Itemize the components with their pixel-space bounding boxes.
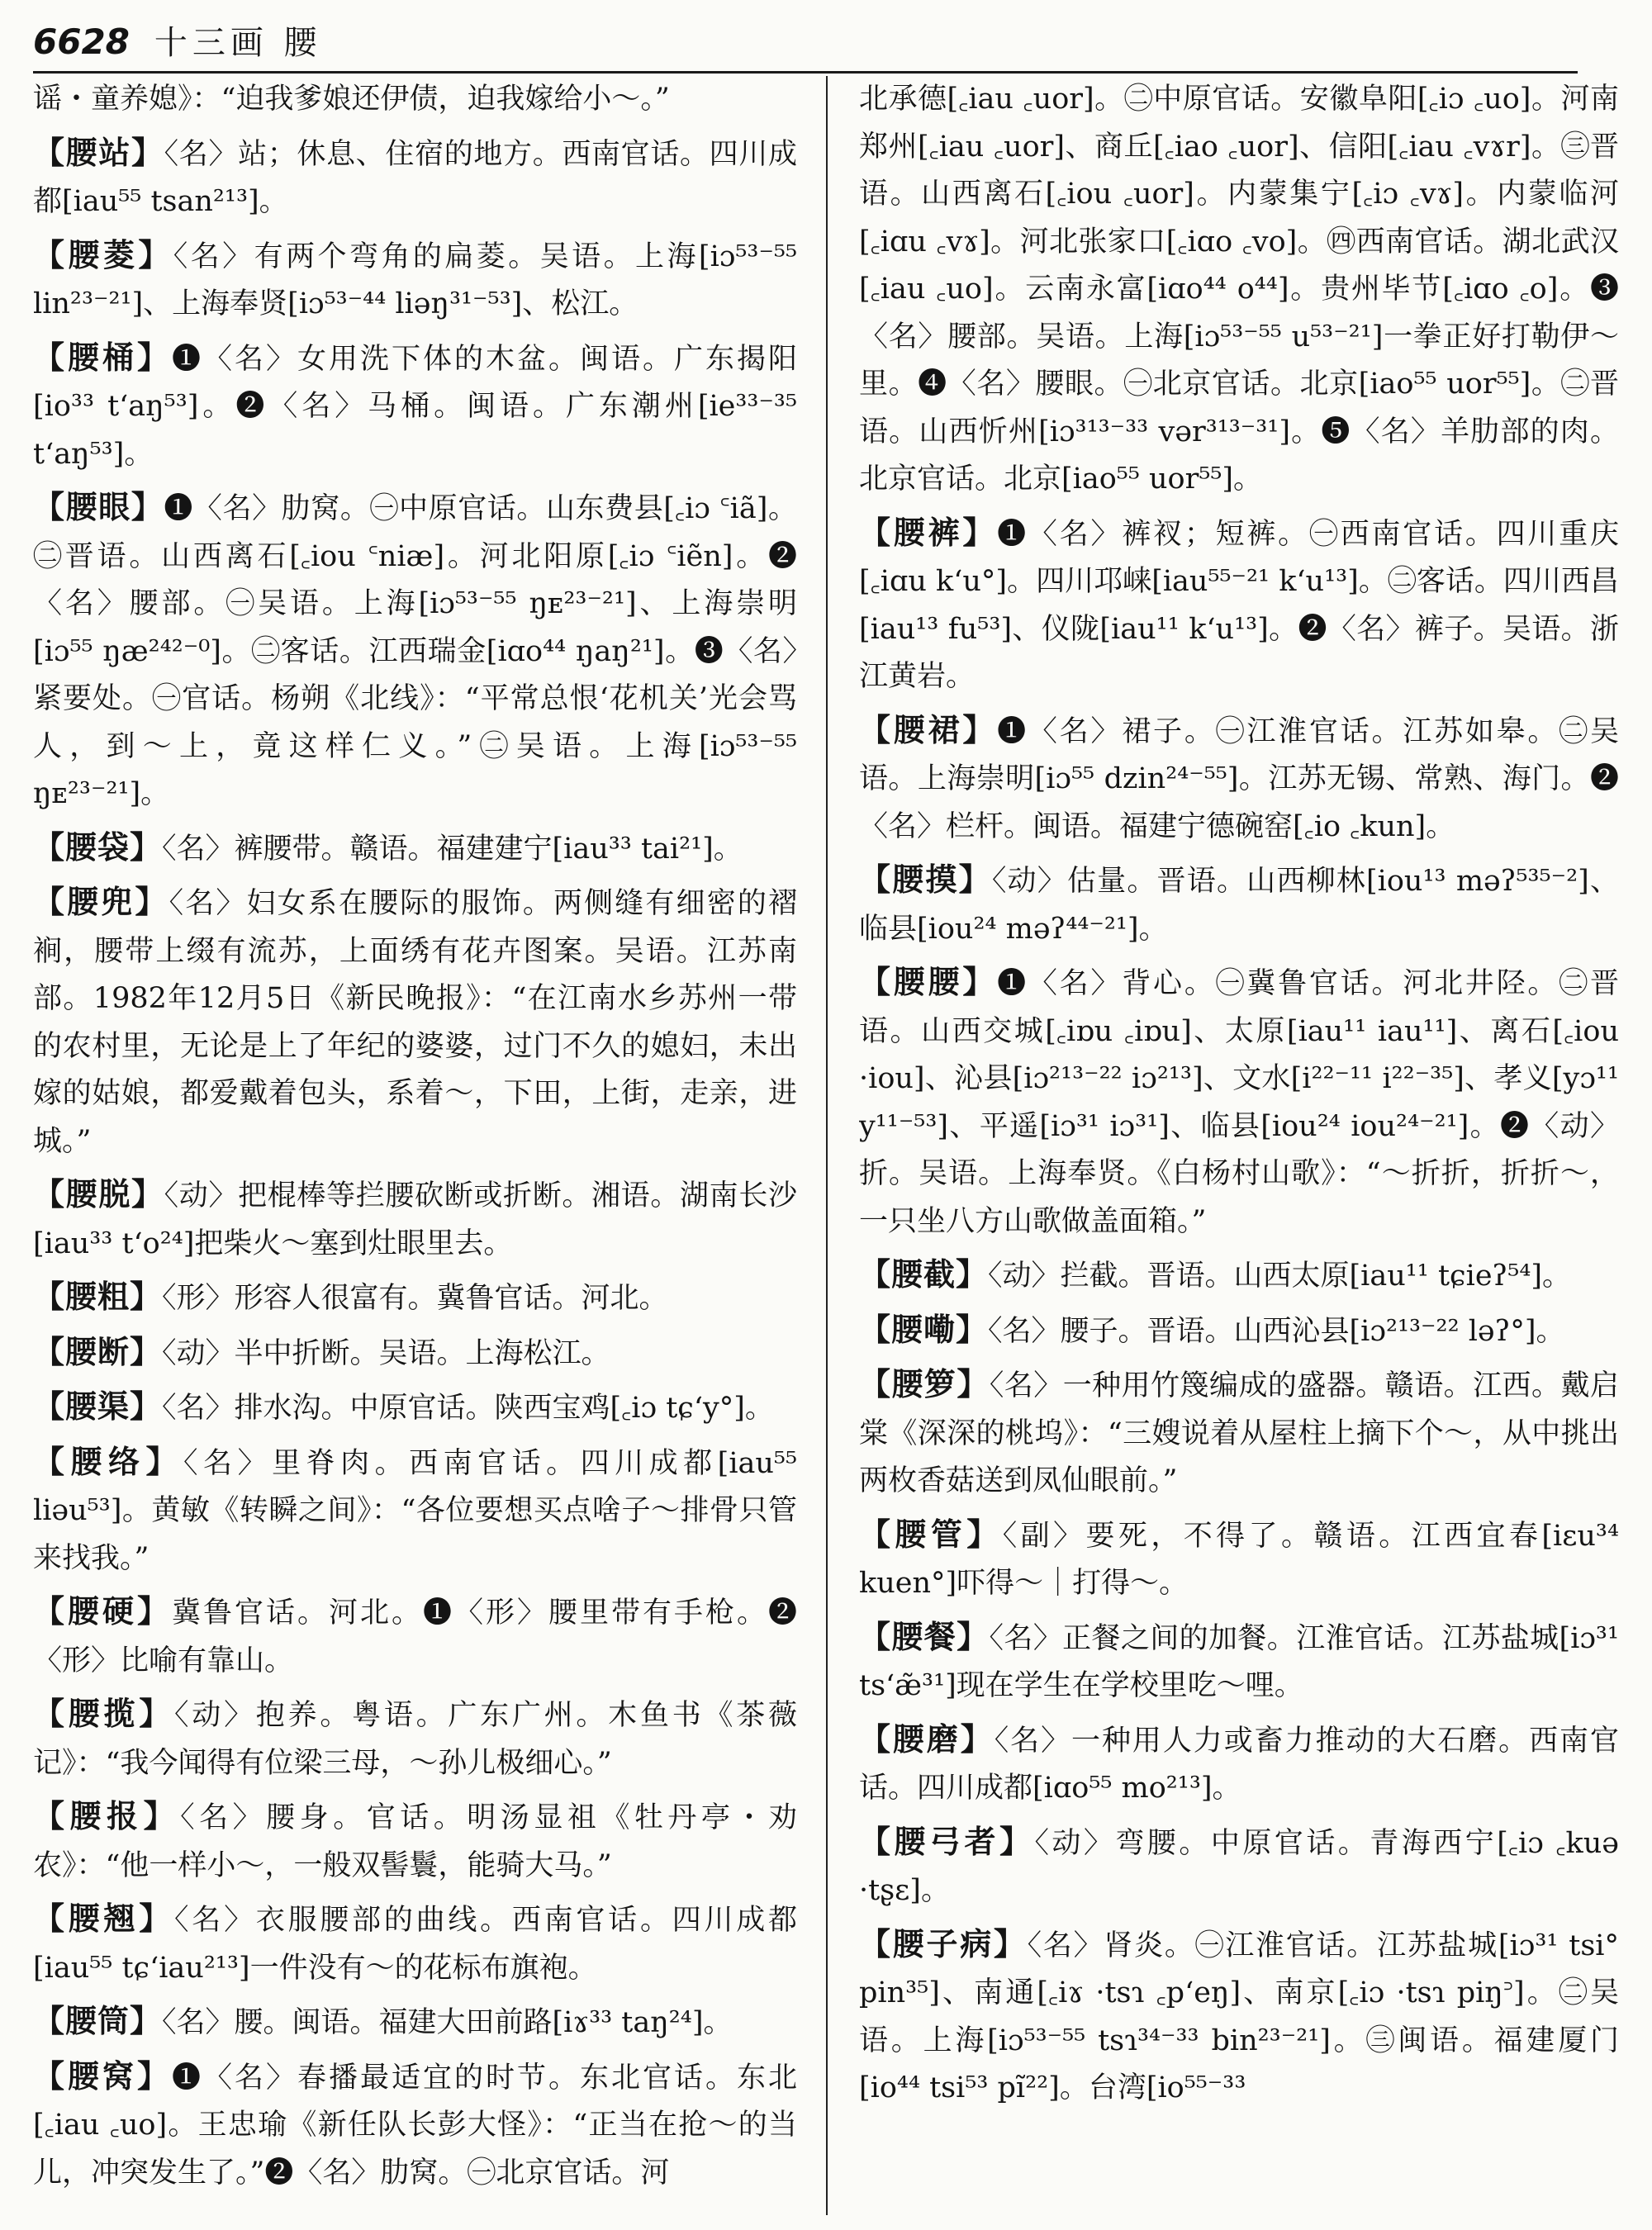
entry-headword: 【腰磨】 [859, 1720, 995, 1758]
dictionary-entry [33, 878, 797, 1165]
entry-definition: 〈名〉有两个弯角的扁菱。吴语。上海[iɔ⁵³⁻⁵⁵ lin²³⁻²¹]、上海奉贤[iɔ⁵³⁻⁴⁴ liəŋ³¹⁻⁵³]、松江。 [33, 240, 797, 320]
dictionary-entry [33, 1690, 797, 1787]
dictionary-entry [33, 1587, 797, 1685]
dictionary-entry [859, 958, 1619, 1245]
section-title: 十三画 腰 [154, 24, 322, 62]
entry-definition: 〈动〉把棍棒等拦腰砍断或折断。湘语。湖南长沙[iau³³ t‘o²⁴]把柴火～塞到灶眼里去。 [33, 1179, 797, 1260]
entry-headword: 【腰窝】 [33, 2057, 172, 2095]
dictionary-entry [33, 2052, 797, 2198]
entry-headword: 【腰裙】 [859, 710, 998, 748]
entry-definition: 〈名〉腰子。晋语。山西沁县[iɔ²¹³⁻²² ləʔ°]。 [988, 1314, 1565, 1348]
dictionary-entry [33, 1438, 797, 1583]
dictionary-entry [33, 1273, 797, 1323]
entry-definition: 〈动〉估量。晋语。山西柳林[iou¹³ məʔ⁵³⁵⁻²]、临县[iou²⁴ məʔ⁴⁴⁻²¹]。 [859, 865, 1619, 946]
dictionary-entry [859, 856, 1619, 953]
entry-definition: 〈名〉一种用竹篾编成的盛器。赣语。江西。戴启棠《深深的桃坞》：“三嫂说着从屋柱上摘下个～，从中挑出两枚香菇送到凤仙眼前。” [859, 1369, 1619, 1497]
dictionary-entry [859, 1250, 1619, 1301]
entry-headword: 【腰裤】 [859, 513, 998, 551]
entry-definition: ❶〈名〉春播最适宜的时节。东北官话。东北[꜀iau ꜀uo]。王忠瑜《新任队长彭大怪》：“正当在抢～的当儿，冲突发生了。”❷〈名〉肋窝。㊀北京官话。河 [33, 2061, 797, 2190]
page-number: 6628 [33, 21, 130, 62]
entry-headword: 【腰子病】 [859, 1924, 1028, 1962]
right-column [859, 76, 1619, 2215]
dictionary-entry [859, 1511, 1619, 1608]
entry-headword: 【腰络】 [33, 1442, 184, 1480]
entry-definition: 〈动〉弯腰。中原官话。青海西宁[꜀iɔ ꜀kuə ·tʂɛ]。 [859, 1826, 1619, 1907]
entry-definition: 〈名〉一种用人力或畜力推动的大石磨。西南官话。四川成都[iɑo⁵⁵ mo²¹³]。 [859, 1724, 1619, 1805]
entry-definition: 〈副〉要死，不得了。赣语。江西宜春[iɛu³⁴ kuen°]吓得～｜打得～。 [859, 1519, 1619, 1600]
entry-headword: 【腰箩】 [859, 1365, 990, 1402]
entry-headword: 【腰断】 [33, 1332, 163, 1370]
entry-headword: 【腰弓者】 [859, 1822, 1035, 1860]
entry-headword: 【腰渠】 [33, 1388, 163, 1425]
dictionary-entry [33, 483, 797, 818]
entry-definition: 〈名〉正餐之间的加餐。江淮官话。江苏盐城[iɔ³¹ ts‘æ̃³¹]现在学生在学校里吃～哩。 [859, 1621, 1619, 1702]
dictionary-entry [33, 1383, 797, 1433]
entry-definition: 〈名〉腰身。官话。明汤显祖《牡丹亭・劝农》：“他一样小～，一般双髻鬟，能骑大马。” [33, 1801, 797, 1882]
dictionary-entry [859, 1715, 1619, 1813]
dictionary-entry [33, 334, 797, 479]
entry-definition: ❶〈名〉背心。㊀冀鲁官话。河北井陉。㊁晋语。山西交城[꜀iɒu ꜀iɒu]、太原[iau¹¹ iau¹¹]、离石[꜀iou ·iou]、沁县[iɔ²¹³⁻²² iɔ²¹³]、文水[i²²⁻¹¹ i²²⁻³⁵]、孝义[yɔ¹¹ y¹¹⁻⁵³]、平遥[iɔ³¹ iɔ³¹]、临县[iou²⁴ iou²⁴⁻²¹]。❷〈动〉折。吴语。上海奉贤。《白杨村山歌》：“～折折，折折～，一只坐八方山歌做盖面箱。” [859, 967, 1619, 1238]
entry-definition: ❶〈名〉裤衩；短裤。㊀西南官话。四川重庆[꜀iɑu k‘u°]。四川邛崃[iau⁵⁵⁻²¹ k‘u¹³]。㊁客话。四川西昌[iau¹³ fu⁵³]、仪陇[iau¹¹ k‘u¹³]。❷〈名〉裤子。吴语。浙江黄岩。 [859, 517, 1619, 693]
left-column [33, 76, 797, 2215]
entry-headword: 【腰桶】 [33, 338, 172, 376]
column-divider [826, 76, 828, 2215]
entry-headword: 【腰兜】 [33, 883, 169, 920]
entry-headword: 【腰管】 [859, 1515, 1003, 1553]
dictionary-entry [33, 823, 797, 874]
dictionary-entry [859, 1613, 1619, 1710]
entry-headword: 【腰眼】 [33, 488, 164, 525]
entry-headword: 【腰餐】 [859, 1617, 990, 1655]
dictionary-entry [859, 1818, 1619, 1915]
entry-headword: 【腰腰】 [859, 963, 998, 1000]
entry-definition: 〈名〉妇女系在腰际的服饰。两侧缝有细密的褶裥，腰带上缀有流苏，上面绣有花卉图案。吴语。江苏南部。1982年12月5日《新民晚报》：“在江南水乡苏州一带的农村里，无论是上了年纪的婆婆，过门不久的媳妇，未出嫁的姑娘，都爱戴着包头，系着～，下田，上街，走亲，进城。” [33, 887, 797, 1158]
entry-headword: 【腰粗】 [33, 1278, 163, 1315]
entry-continuation: 北承德[꜀iau ꜀uor]。㊁中原官话。安徽阜阳[꜀iɔ ꜀uo]。河南郑州[꜀iau ꜀uor]、商丘[꜀iao ꜀uor]、信阳[꜀iau ꜀vɤr]。㊂晋语。山西离石[꜀iou ꜀uor]。内蒙集宁[꜀iɔ ꜀vɤ]。内蒙临河[꜀iɑu ꜀vɤ]。河北张家口[꜀iɑo ꜀vo]。㊃西南官话。湖北武汉[꜀iau ꜀uo]。云南永富[iɑo⁴⁴ o⁴⁴]。贵州毕节[꜀iɑo ꜀o]。❸〈名〉腰部。吴语。上海[iɔ⁵³⁻⁵⁵ u⁵³⁻²¹]一拳正好打勒伊～里。❹〈名〉腰眼。㊀北京官话。北京[iao⁵⁵ uor⁵⁵]。㊁晋语。山西忻州[iɔ³¹³⁻³³ vər³¹³⁻³¹]。❺〈名〉羊肋部的肉。北京官话。北京[iao⁵⁵ uor⁵⁵]。 [859, 83, 1619, 496]
entry-definition: 〈动〉拦截。晋语。山西太原[iau¹¹ tɕieʔ⁵⁴]。 [988, 1260, 1572, 1293]
dictionary-entry [859, 1920, 1619, 2113]
entry-headword: 【腰翘】 [33, 1900, 175, 1937]
entry-definition: ❶〈名〉女用洗下体的木盆。闽语。广东揭阳[io³³ t‘aŋ⁵³]。❷〈名〉马桶。闽语。广东潮州[ie³³⁻³⁵ t‘aŋ⁵³]。 [33, 342, 797, 471]
entry-definition: 〈名〉衣服腰部的曲线。西南官话。四川成都[iau⁵⁵ tɕ‘iau²¹³]一件没有～的花标布旗袍。 [33, 1904, 797, 1985]
dictionary-entry [33, 1170, 797, 1268]
page-header [33, 17, 1586, 69]
dictionary-entry [859, 1360, 1619, 1506]
entry-definition: ❶〈名〉肋窝。㊀中原官话。山东费县[꜀iɔ ꜂iã]。㊁晋语。山西离石[꜀iou ꜂niæ]。河北阳原[꜀iɔ ꜂iẽn]。❷〈名〉腰部。㊀吴语。上海[iɔ⁵³⁻⁵⁵ ŋᴇ²³⁻²¹]、上海崇明[iɔ⁵⁵ ŋæ²⁴²⁻⁰]。㊁客话。江西瑞金[iɑo⁴⁴ ŋaŋ²¹]。❸〈名〉紧要处。㊀官话。杨朔《北线》：“平常总恨‘花机关’光会骂人，到～上，竟这样仁义。”㊁吴语。上海[iɔ⁵³⁻⁵⁵ ŋᴇ²³⁻²¹]。 [33, 492, 797, 810]
entry-headword: 【腰硬】 [33, 1592, 172, 1630]
entry-definition: 〈名〉肾炎。㊀江淮官话。江苏盐城[iɔ³¹ tsi° pin³⁵]、南通[꜀iɤ ·tsɿ ꜀p‘eŋ]、南京[꜀iɔ ·tsɿ piŋ꜄]。㊁吴语。上海[iɔ⁵³⁻⁵⁵ tsɿ³⁴⁻³³ bin²³⁻²¹]。㊂闽语。福建厦门[io⁴⁴ tsi⁵³ pĩ²²]。台湾[io⁵⁵⁻³³ [859, 1929, 1619, 2104]
entry-continuation: 谣・童养媳》：“迫我爹娘还伊债，迫我嫁给小～。” [33, 83, 670, 116]
entry-headword: 【腰脱】 [33, 1175, 164, 1212]
entry-headword: 【腰菱】 [33, 235, 173, 273]
dictionary-entry [33, 1328, 797, 1378]
dictionary-entry [859, 509, 1619, 701]
dictionary-entry [859, 1306, 1619, 1356]
dictionary-entry [33, 129, 797, 226]
entry-headword: 【腰揽】 [33, 1695, 175, 1732]
entry-headword: 【腰摸】 [859, 861, 992, 898]
dictionary-entry [33, 1895, 797, 1992]
entry-definition: 〈名〉腰。闽语。福建大田前路[iɤ³³ taŋ²⁴]。 [162, 2006, 733, 2039]
entry-headword: 【腰袋】 [33, 828, 163, 866]
dictionary-entry [33, 1792, 797, 1890]
entry-definition: 〈动〉半中折断。吴语。上海松江。 [162, 1336, 610, 1370]
entry-headword: 【腰筒】 [33, 2002, 163, 2039]
entry-headword: 【腰截】 [859, 1255, 989, 1293]
entry-definition: 〈动〉抱养。粤语。广东广州。木鱼书《茶薇记》：“我今闻得有位梁三母，～孙儿极细心。” [33, 1699, 797, 1780]
entry-definition: 〈名〉站；休息、住宿的地方。西南官话。四川成都[iau⁵⁵ tsan²¹³]。 [33, 137, 797, 218]
header-rule [33, 71, 1578, 74]
entry-headword: 【腰站】 [33, 133, 164, 171]
dictionary-entry [859, 706, 1619, 852]
entry-definition: 〈形〉形容人很富有。冀鲁官话。河北。 [162, 1282, 668, 1315]
entry-headword: 【腰报】 [33, 1797, 181, 1834]
entry-definition: 〈名〉裤腰带。赣语。福建建宁[iau³³ tai²¹]。 [162, 832, 743, 866]
entry-definition: ❶〈名〉裙子。㊀江淮官话。江苏如皋。㊁吴语。上海崇明[iɔ⁵⁵ dzin²⁴⁻⁵⁵]。江苏无锡、常熟、海门。❷〈名〉栏杆。闽语。福建宁德碗窑[꜀io ꜀kun]。 [859, 714, 1619, 843]
entry-definition: 〈名〉排水沟。中原官话。陕西宝鸡[꜀iɔ tɕ‘y°]。 [162, 1392, 774, 1425]
entry-definition: 〈名〉里脊肉。西南官话。四川成都[iau⁵⁵ liəu⁵³]。黄敏《转瞬之间》：“各位要想买点啥子～排骨只管来找我。” [33, 1446, 797, 1575]
dictionary-entry [33, 1997, 797, 2047]
entry-headword: 【腰嘞】 [859, 1310, 989, 1348]
dictionary-entry [33, 231, 797, 329]
entry-definition: 冀鲁官话。河北。❶〈形〉腰里带有手枪。❷〈形〉比喻有靠山。 [33, 1597, 797, 1677]
